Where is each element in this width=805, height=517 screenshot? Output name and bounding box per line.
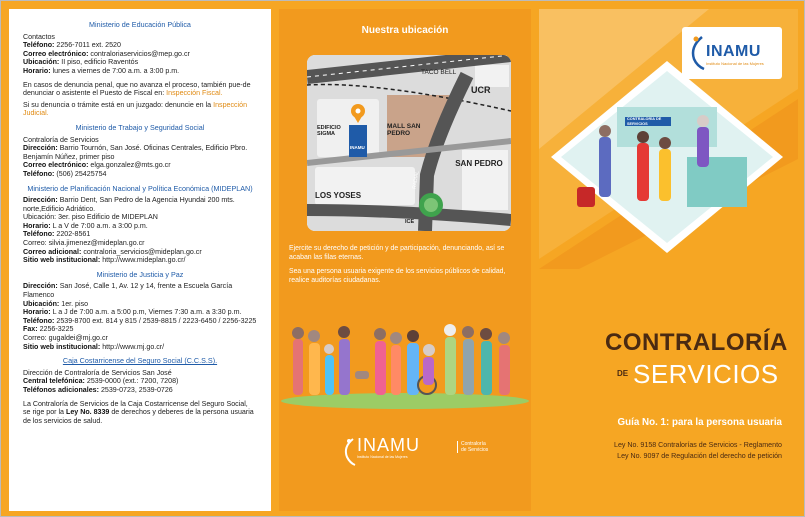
- mideplan-sitio-link[interactable]: http://www.mideplan.go.cr/: [102, 256, 186, 265]
- ccss-adicional: Teléfonos adicionales: 2539-0723, 2539-0726: [23, 385, 173, 394]
- scene-sign: CONTRALORÍA DE SERVICIOS: [627, 117, 662, 126]
- mideplan-correo: Correo: silvia.jimenez@mideplan.go.cr: [23, 239, 145, 248]
- middle-panel: [279, 9, 531, 511]
- mep-denuncia-2: Si su denuncia o trámite está en un juzgado: denuncie en la Inspección Judicial.: [23, 100, 248, 118]
- mts-title: Ministerio de Trabajo y Seguridad Social: [75, 122, 205, 132]
- guia-title: Guía No. 1: para la persona usuaria: [617, 417, 782, 428]
- map-label-ice: ICE: [405, 219, 415, 225]
- mts-telefono: Teléfono: (506) 25425754: [23, 169, 107, 178]
- mjp-title: Ministerio de Justicia y Paz: [96, 269, 184, 279]
- map-label-ucr: UCR: [471, 85, 491, 95]
- inamu-logo-subtitle: Instituto Nacional de las Mujeres: [706, 61, 764, 66]
- service-office-illustration: [547, 57, 787, 257]
- mjp-fax: Fax: 2256-3225: [23, 325, 74, 334]
- ccss-texto: La Contraloría de Servicios de la Caja Costarricense del Seguro Social, se rige por la Ley No. 8339 de derechos y deberes de la persona usuaria de los servicios de salud.: [23, 399, 254, 425]
- ley-1: Ley No. 9158 Contralorías de Servicios - Reglamento: [614, 441, 782, 449]
- map-label-san-pedro: SAN PEDRO: [455, 159, 503, 168]
- inamu-bottom-logo: [341, 433, 491, 477]
- map-label-edificio-sigma: EDIFICIO SIGMA: [317, 125, 341, 137]
- mjp-direccion: Dirección: San José, Calle 1, Av. 12 y 14, frente a Escuela García Flamenco: [23, 282, 233, 300]
- mideplan-direccion: Dirección: Barrio Dent, San Pedro de la Agencia Hyundai 200 mts. norte,Edificio Adriático.: [23, 196, 235, 213]
- inamu-swirl-icon: [341, 437, 357, 467]
- mep-correo: Correo electrónico: contraloriaservicios@mep.go.cr: [23, 49, 190, 58]
- mjp-sitio: Sitio web institucional: http://www.mj.go.cr/: [23, 342, 165, 351]
- mideplan-sitio: Sitio web institucional: http://www.mideplan.go.cr/: [23, 256, 186, 265]
- mep-title: Ministerio de Educación Pública: [89, 20, 191, 29]
- mts-correo: Correo electrónico: elga.gonzalez@mts.go.cr: [23, 161, 171, 170]
- mideplan-telefono: Teléfono: 2202-8561: [23, 230, 91, 239]
- location-map: [307, 55, 511, 231]
- mideplan-correo-adicional: Correo adicional: contraloria_servicios@mideplan.go.cr: [23, 247, 202, 256]
- map-label-mall: MALL SAN PEDRO: [387, 123, 421, 137]
- mjp-sitio-link[interactable]: http://www.mj.go.cr/: [102, 342, 165, 351]
- mep-contactos: Contactos: [23, 32, 55, 41]
- ccss-central: Central telefónica: 2539-0000 (ext.: 7200, 7208): [23, 377, 179, 386]
- inamu-logo-name: INAMU: [706, 43, 761, 60]
- map-title: Nuestra ubicación: [361, 25, 449, 36]
- map-label-los-yoses: LOS YOSES: [315, 191, 362, 200]
- mep-ubicacion: Ubicación: II piso, edificio Raventós: [23, 58, 139, 67]
- map-label-taco-bell: TACO BELL: [421, 69, 457, 76]
- map-drawing: [307, 55, 511, 231]
- inspeccion-judicial-link[interactable]: Inspección Judicial.: [23, 100, 248, 118]
- inspeccion-fiscal-link[interactable]: Inspección Fiscal.: [166, 89, 223, 98]
- mideplan-horario: Horario: L a V de 7:00 a.m. a 3:00 p.m.: [23, 221, 148, 230]
- ley-2: Ley No. 9097 de Regulación del derecho de petición: [617, 452, 782, 460]
- title-de: DE: [617, 369, 629, 378]
- paragraph-2: Sea una persona usuaria exigente de los servicios públicos de calidad, realice auditorías ciudadanas.: [289, 268, 506, 284]
- mjp-correo: Correo: gugaldei@mj.go.cr: [23, 334, 108, 342]
- left-panel: [9, 9, 271, 511]
- mjp-horario: Horario: L a J de 7:00 a.m. a 5:00 p.m, Viernes 7:30 a.m. a 3:30 p.m.: [23, 308, 242, 317]
- mjp-ubicacion: Ubicación: 1er. piso: [23, 299, 89, 308]
- mideplan-title: Ministerio de Planificación Nacional y Política Económica (MIDEPLAN): [27, 183, 253, 193]
- paragraph-1: Ejercite su derecho de petición y de participación, denunciando, así se acaban las filas eternas.: [289, 245, 505, 261]
- mep-horario: Horario: lunes a viernes de 7:00 a.m. a 3:00 p.m.: [23, 66, 180, 75]
- mjp-telefono: Teléfono: 2539-8700 ext. 814 y 815 / 2539-8815 / 2223-6450 / 2256-3225: [23, 316, 257, 325]
- map-label-inamu: INAMU: [350, 145, 365, 150]
- inamu-bottom-subtitle: Instituto Nacional de las Mujeres: [357, 455, 408, 459]
- mts-line1: Contraloría de Servicios: [23, 135, 99, 144]
- mep-telefono: Teléfono: 2256-7011 ext. 2520: [23, 41, 121, 50]
- mts-direccion: Dirección: Barrio Tournón, San José. Oficinas Centrales, Edificio Pbro. Benjamín Núñez, primer piso: [23, 144, 248, 161]
- right-panel: [539, 9, 798, 511]
- ccss-line1: Dirección de Contraloría de Servicios San José: [23, 368, 172, 377]
- inamu-bottom-name: INAMU: [357, 435, 420, 455]
- title-servicios: SERVICIOS: [633, 359, 779, 389]
- middle-body-text: [289, 245, 521, 291]
- inamu-bottom-side: Contraloría de Servicios: [457, 441, 491, 453]
- mep-denuncia-1: En casos de denuncia penal, que no avanza el proceso, también pue-de denunciar o asistente el Puesto de Fiscal en: Inspección Fiscal.: [23, 80, 251, 98]
- crowd-illustration: [279, 309, 531, 409]
- mideplan-ubicacion: Ubicación: 3er. piso Edificio de MIDEPLAN: [23, 213, 158, 222]
- title-contraloria: CONTRALORÍA: [605, 329, 788, 356]
- map-label-radial: RADIAL: [411, 170, 421, 190]
- ccss-title: Caja Costarricense del Seguro Social (C.C.S.S).: [62, 356, 218, 366]
